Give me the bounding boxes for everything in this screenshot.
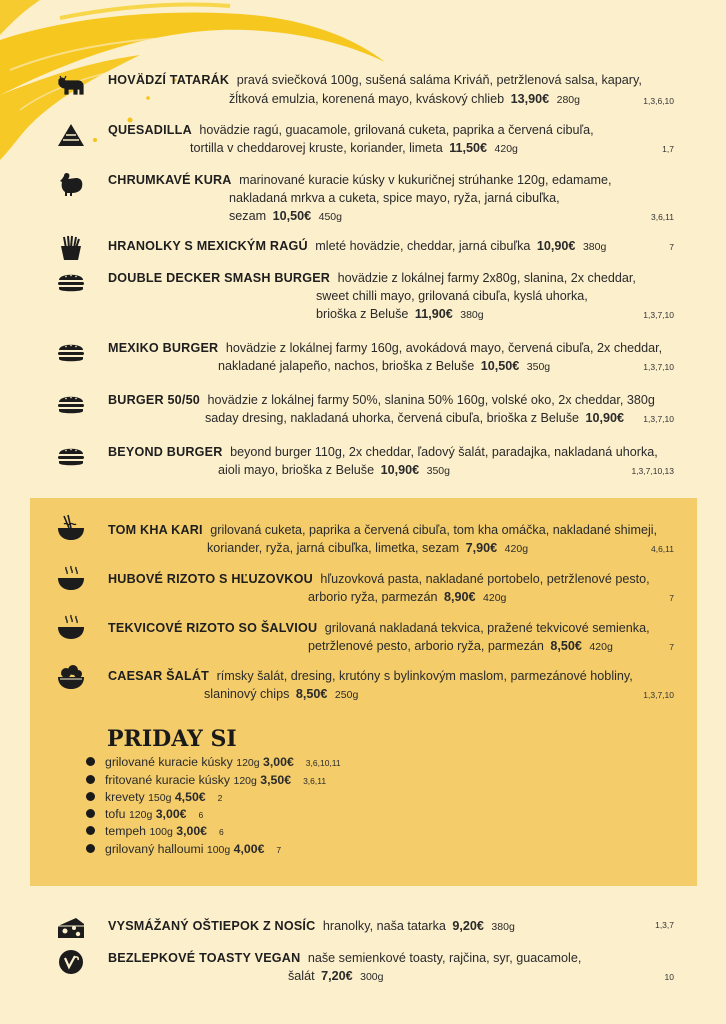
- item-weight: 420g: [483, 592, 507, 604]
- noodle-bowl-icon: [56, 514, 86, 542]
- item-allergens: 1,3,6,10: [643, 96, 674, 106]
- item-name: QUESADILLA: [108, 123, 192, 137]
- priday-item-weight: 150g: [148, 792, 172, 804]
- item-price: 13,90€: [510, 92, 550, 106]
- priday-item-price: 4,50€: [174, 790, 206, 804]
- item-price: 10,90€: [380, 463, 420, 477]
- priday-item-weight: 100g: [149, 826, 173, 838]
- burger-icon: [56, 442, 86, 470]
- item-description: mleté hovädzie, cheddar, jarná cibuľka: [315, 239, 531, 253]
- item-name: TEKVICOVÉ RIZOTO SO ŠALVIOU: [108, 621, 318, 635]
- priday-item-allergens: 6: [219, 827, 224, 837]
- priday-item-price: 3,00€: [263, 755, 294, 769]
- item-description: pravá sviečková 100g, sušená saláma Kriváň, petržlenová salsa, kapary,: [236, 73, 642, 87]
- item-allergens: 1,7: [662, 144, 674, 154]
- item-description: naše semienkové toasty, rajčina, syr, guacamole,: [307, 951, 582, 965]
- burger-icon: [56, 390, 86, 418]
- item-name: CAESAR ŠALÁT: [108, 669, 210, 683]
- item-weight: 450g: [318, 211, 342, 223]
- bullet-icon: [86, 792, 95, 801]
- item-description-2: nakladaná mrkva a cuketa, spice mayo, ryža, jarná cibuľka,: [229, 191, 560, 205]
- priday-item-name: tempeh: [105, 824, 147, 838]
- priday-item: [86, 773, 326, 787]
- item-description-2: slaninový chips: [204, 687, 290, 701]
- item-description-3: brioška z Beluše: [316, 307, 409, 321]
- priday-item: [86, 755, 341, 769]
- item-weight: 420g: [589, 641, 613, 653]
- item-allergens: 7: [669, 593, 674, 603]
- priday-item: [86, 807, 203, 821]
- item-allergens: 1,3,7,10: [643, 690, 674, 700]
- item-name: BEZLEPKOVÉ TOASTY VEGAN: [108, 951, 301, 965]
- item-description-2: nakladané jalapeño, nachos, brioška z Beluše: [218, 359, 475, 373]
- item-allergens: 10: [664, 972, 674, 982]
- item-weight: 350g: [426, 465, 450, 477]
- bullet-icon: [86, 775, 95, 784]
- item-allergens: 1,3,7,10: [643, 310, 674, 320]
- item-price: 8,50€: [295, 687, 328, 701]
- priday-item: [86, 790, 222, 804]
- item-price: 11,90€: [414, 307, 453, 321]
- item-price: 10,50€: [480, 359, 520, 373]
- item-name: HOVÄDZÍ TATARÁK: [108, 73, 230, 87]
- item-name: HRANOLKY S MEXICKÝM RAGÚ: [108, 239, 308, 253]
- item-description: rímsky šalát, dresing, krutóny s bylinkovým maslom, parmezánové hobliny,: [216, 669, 633, 683]
- bullet-icon: [86, 757, 95, 766]
- vegan-icon: [56, 948, 86, 976]
- item-description-2: koriander, ryža, jarná cibuľka, limetka, sezam: [207, 541, 460, 555]
- priday-item-allergens: 7: [276, 845, 282, 855]
- item-description-2: petržlenové pesto, arborio ryža, parmezán: [308, 639, 544, 653]
- cheese-icon: [56, 914, 86, 942]
- item-allergens: 1,3,7: [655, 920, 674, 930]
- item-description: grilovaná cuketa, paprika a červená cibuľa, tom kha omáčka, nakladané shimeji,: [210, 523, 658, 537]
- priday-item-weight: 120g: [233, 775, 257, 787]
- item-description: grilovaná nakladaná tekvica, pražené tekvicové semienka,: [324, 621, 650, 635]
- item-name: BURGER 50/50: [108, 393, 200, 407]
- item-weight: 350g: [526, 361, 551, 373]
- item-description-2: arborio ryža, parmezán: [308, 590, 438, 604]
- item-price: 8,90€: [444, 590, 476, 604]
- priday-item-price: 3,00€: [155, 807, 187, 821]
- priday-item-name: fritované kuracie kúsky: [105, 773, 231, 787]
- item-weight: 420g: [494, 143, 518, 155]
- item-price: 10,90€: [585, 411, 625, 425]
- item-price: 10,50€: [272, 209, 312, 223]
- priday-item: [86, 842, 281, 856]
- item-name: VYSMÁŽANÝ OŠTIEPOK Z NOSÍC: [108, 919, 316, 933]
- fries-icon: [56, 234, 86, 262]
- item-description-2: žĺtková emulzia, korenená mayo, kváskový chlieb: [229, 92, 505, 106]
- item-price: 9,20€: [452, 919, 484, 933]
- item-weight: 380g: [491, 921, 515, 933]
- priday-item-price: 3,50€: [260, 773, 292, 787]
- item-name: MEXIKO BURGER: [108, 341, 219, 355]
- bull-icon: [56, 72, 86, 100]
- bullet-icon: [86, 844, 95, 853]
- item-weight: 420g: [504, 543, 529, 555]
- item-description-2: tortilla v cheddarovej kruste, koriander, limeta: [190, 141, 443, 155]
- item-allergens: 1,3,7,10,13: [631, 466, 674, 476]
- priday-item-price: 4,00€: [233, 842, 265, 856]
- item-name: HUBOVÉ RIZOTO S HĽUZOVKOU: [108, 572, 313, 586]
- bullet-icon: [86, 826, 95, 835]
- item-description-2: sweet chilli mayo, grilovaná cibuľa, kyslá uhorka,: [316, 289, 588, 303]
- item-allergens: 7: [669, 242, 674, 252]
- item-allergens: 1,3,7,10: [643, 414, 674, 424]
- chicken-icon: [56, 170, 86, 198]
- bowl-icon: [56, 565, 86, 593]
- priday-item-name: grilovaný halloumi: [105, 842, 204, 856]
- item-price: 7,90€: [465, 541, 498, 555]
- priday-item-allergens: 3,6,10,11: [305, 758, 341, 768]
- burger-icon: [56, 338, 86, 366]
- priday-item-allergens: 3,6,11: [303, 776, 327, 786]
- item-description: hovädzie ragú, guacamole, grilovaná cuketa, paprika a červená cibuľa,: [199, 123, 594, 137]
- item-weight: 380g: [460, 309, 484, 321]
- item-description: hľuzovková pasta, nakladané portobelo, petržlenové pesto,: [320, 572, 650, 586]
- item-description: hovädzie z lokálnej farmy 2x80g, slanina, 2x cheddar,: [337, 271, 636, 285]
- item-weight: 380g: [582, 241, 607, 253]
- priday-item-name: tofu: [105, 807, 126, 821]
- priday-title: PRIDAY SI: [107, 726, 237, 752]
- item-allergens: 4,6,11: [650, 544, 674, 554]
- item-weight: 300g: [360, 971, 384, 983]
- priday-item-weight: 120g: [128, 809, 153, 821]
- item-description-3: sezam: [229, 209, 267, 223]
- item-allergens: 3,6,11: [650, 212, 674, 222]
- item-price: 7,20€: [321, 969, 353, 983]
- priday-item-name: grilované kuracie kúsky: [105, 755, 233, 769]
- item-description: hovädzie z lokálnej farmy 50%, slanina 50% 160g, volské oko, 2x cheddar, 380g: [207, 393, 655, 407]
- item-description-2: aioli mayo, brioška z Beluše: [218, 463, 375, 477]
- priday-item-allergens: 2: [217, 793, 223, 803]
- item-allergens: 7: [669, 642, 674, 652]
- item-name: BEYOND BURGER: [108, 445, 223, 459]
- item-description-2: šalát: [288, 969, 315, 983]
- item-weight: 280g: [556, 94, 580, 106]
- item-description: marinované kuracie kúsky v kukuričnej strúhanke 120g, edamame,: [239, 173, 612, 187]
- priday-item-name: krevety: [105, 790, 145, 804]
- bowl-icon: [56, 614, 86, 642]
- priday-item: [86, 824, 224, 838]
- priday-item-allergens: 6: [198, 810, 204, 820]
- priday-item-price: 3,00€: [176, 824, 208, 838]
- salad-icon: [56, 664, 86, 692]
- item-weight: 250g: [334, 689, 359, 701]
- item-description-2: saday dresing, nakladaná uhorka, červená cibuľa, brioška z Beluše: [205, 411, 580, 425]
- bullet-icon: [86, 809, 95, 818]
- item-name: DOUBLE DECKER SMASH BURGER: [108, 271, 331, 285]
- burger-icon: [56, 268, 86, 296]
- item-description: hranolky, naša tatarka: [322, 919, 446, 933]
- item-name: CHRUMKAVÉ KURA: [108, 173, 232, 187]
- item-price: 8,50€: [550, 639, 582, 653]
- item-allergens: 1,3,7,10: [643, 362, 674, 372]
- item-price: 11,50€: [449, 141, 488, 155]
- item-price: 10,90€: [536, 239, 576, 253]
- item-description: beyond burger 110g, 2x cheddar, ľadový šalát, paradajka, nakladaná uhorka,: [230, 445, 658, 459]
- priday-item-weight: 100g: [206, 844, 231, 856]
- priday-item-weight: 120g: [236, 757, 260, 769]
- item-description: hovädzie z lokálnej farmy 160g, avokádová mayo, červená cibuľa, 2x cheddar,: [225, 341, 663, 355]
- item-name: TOM KHA KARI: [108, 523, 203, 537]
- quesadilla-icon: [56, 122, 86, 150]
